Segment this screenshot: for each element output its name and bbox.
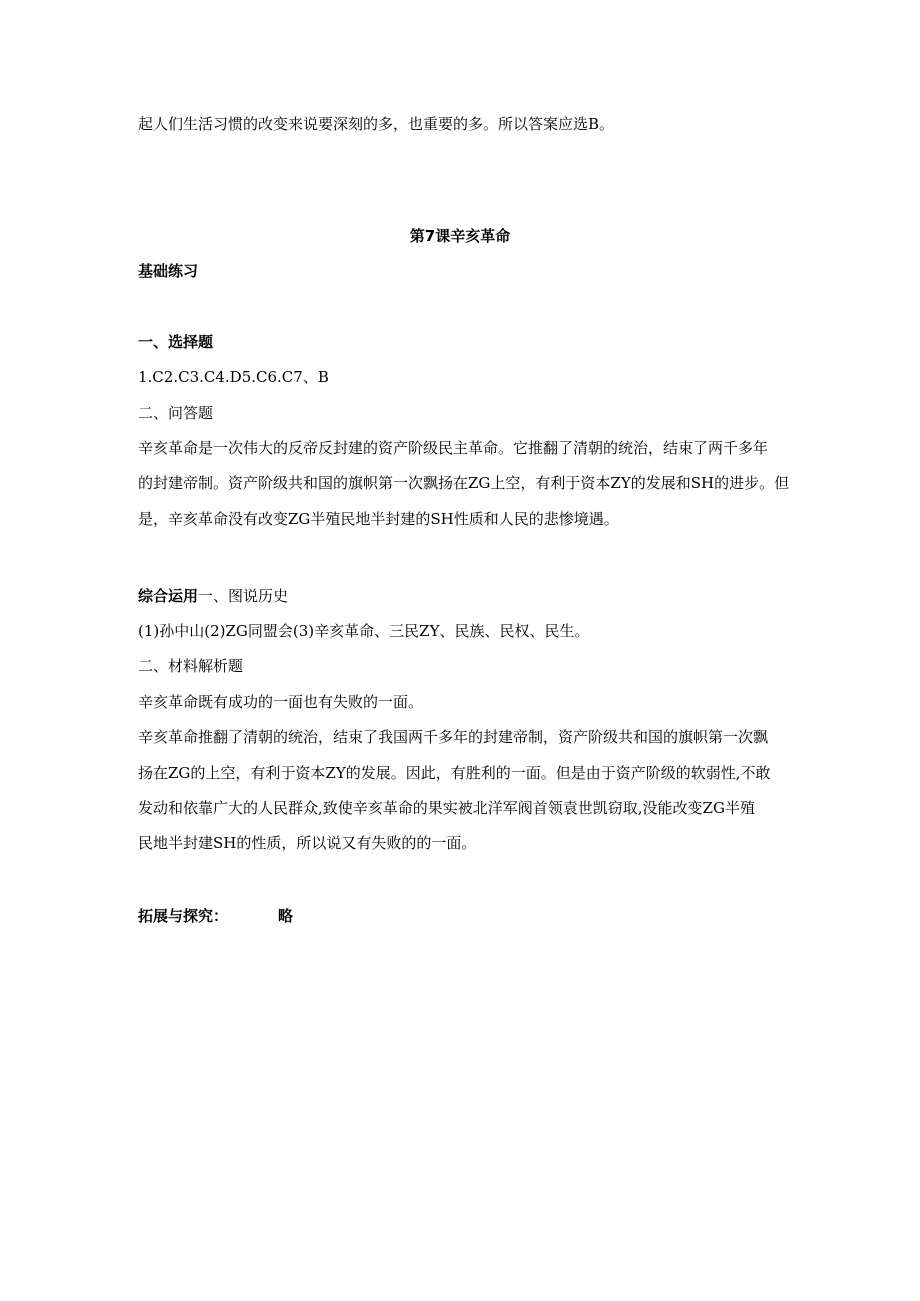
- basic-practice-heading: 基础练习: [138, 262, 199, 280]
- material-answer-line: 辛亥革命推翻了清朝的统治，结束了我国两千多年的封建帝制，资产阶级共和国的旗帜第一次飘: [138, 728, 769, 746]
- qa-heading: 二、问答题: [138, 404, 214, 422]
- qa-answer-line: 辛亥革命是一次伟大的反帝反封建的资产阶级民主革命。它推翻了清朝的统治，结束了两千多年: [138, 439, 769, 457]
- qa-answer-line: 的封建帝制。资产阶级共和国的旗帜第一次飘扬在ZG上空，有利于资本ZY的发展和SH的进步。但: [138, 474, 790, 492]
- material-answer-line: 发动和依靠广大的人民群众,致使辛亥革命的果实被北洋军阀首领袁世凯窃取,没能改变ZG半殖: [138, 799, 755, 817]
- material-heading: 二、材料解析题: [138, 657, 244, 675]
- lesson-title: 第7课辛亥革命: [409, 227, 511, 245]
- extension-value: 略: [278, 907, 294, 925]
- material-summary: 辛亥革命既有成功的一面也有失败的一面。: [138, 693, 424, 711]
- material-answer-line: 扬在ZG的上空，有利于资本ZY的发展。因此，有胜利的一面。但是由于资产阶级的软弱性,不敢: [138, 764, 771, 782]
- picture-answers: (1)孙中山(2)ZG同盟会(3)辛亥革命、三民ZY、民族、民权、民生。: [138, 622, 590, 640]
- extension-row: [138, 906, 293, 926]
- material-answer-line: 民地半封建SH的性质，所以说又有失败的的一面。: [138, 834, 477, 852]
- qa-answer-line: 是，辛亥革命没有改变ZG半殖民地半封建的SH性质和人民的悲惨境遇。: [138, 510, 619, 528]
- comprehensive-heading-rest: 一、图说历史: [198, 587, 289, 605]
- extension-label: 拓展与探究：: [138, 907, 229, 925]
- carryover-line: 起人们生活习惯的改变来说要深刻的多，也重要的多。所以答案应选B。: [138, 115, 615, 133]
- comprehensive-heading: [138, 586, 288, 606]
- choice-answers: 1.C2.C3.C4.D5.C6.C7、B: [138, 368, 329, 386]
- choice-heading: 一、选择题: [138, 333, 214, 351]
- comprehensive-heading-bold: 综合运用: [138, 587, 199, 605]
